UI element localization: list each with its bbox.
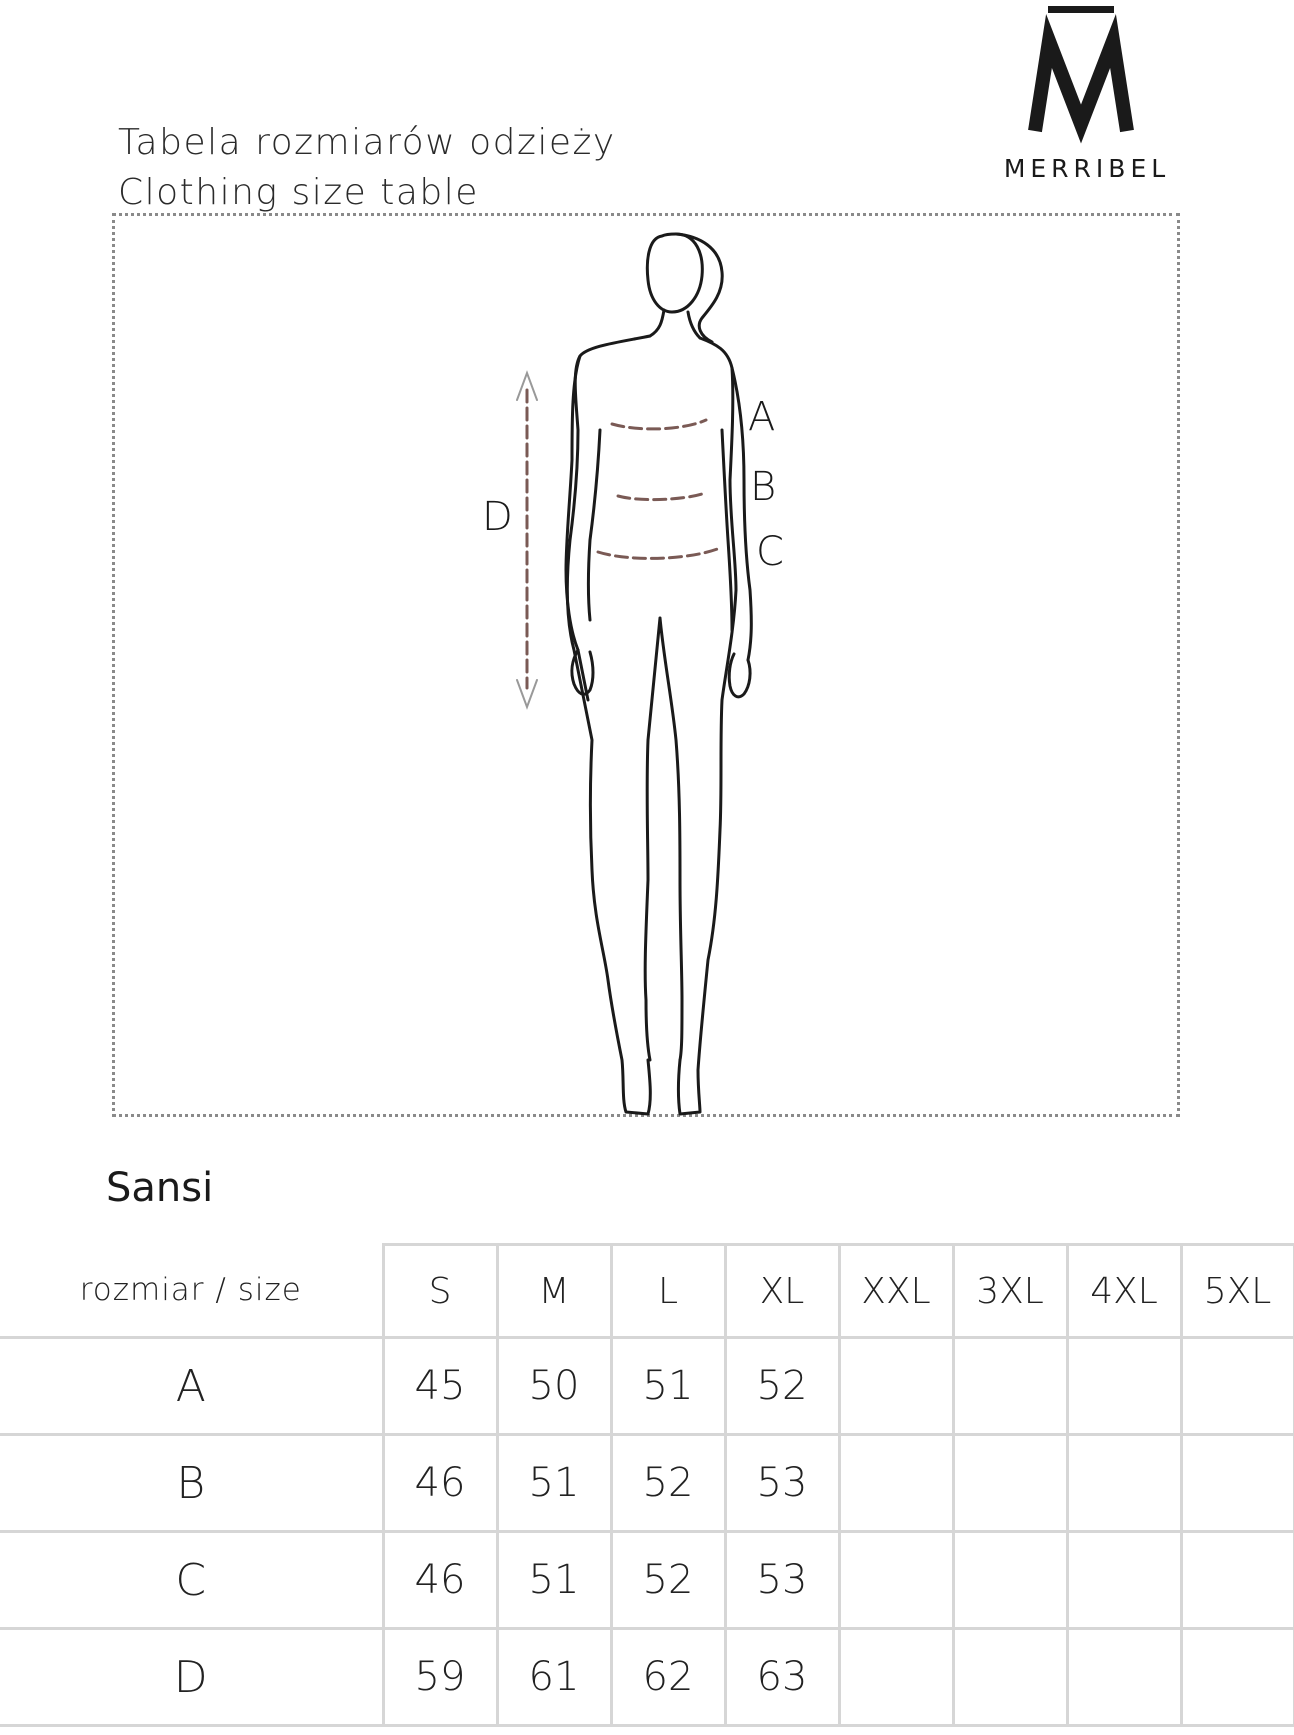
figure-neck <box>650 310 700 338</box>
size-header-row <box>0 1245 1294 1338</box>
size-corner-label: rozmiar / size <box>0 1245 383 1338</box>
size-header-cell: S <box>383 1245 497 1338</box>
value-cell: 45 <box>383 1338 497 1435</box>
value-cell <box>1067 1435 1181 1532</box>
measure-line-a <box>612 420 706 429</box>
value-cell: 51 <box>497 1435 611 1532</box>
value-cell: 52 <box>611 1435 725 1532</box>
row-label: D <box>0 1629 383 1726</box>
value-cell <box>1181 1532 1294 1629</box>
diagram-label-b: B <box>750 464 777 510</box>
figure-inner-legs <box>645 618 682 1060</box>
title-english: Clothing size table <box>118 172 479 213</box>
figure-right-side <box>679 338 737 1114</box>
product-name: Sansi <box>106 1165 214 1211</box>
size-header-cell: 3XL <box>953 1245 1067 1338</box>
value-cell <box>1181 1435 1294 1532</box>
row-label: C <box>0 1532 383 1629</box>
title-polish: Tabela rozmiarów odzieży <box>118 122 616 163</box>
diagram-label-c: C <box>756 529 784 575</box>
value-cell: 51 <box>611 1338 725 1435</box>
row-label: B <box>0 1435 383 1532</box>
logo-wordmark: MERRIBEL <box>1003 154 1171 183</box>
value-cell: 46 <box>383 1435 497 1532</box>
figure-left-side <box>567 336 650 1114</box>
size-header-cell: 5XL <box>1181 1245 1294 1338</box>
value-cell <box>953 1435 1067 1532</box>
value-cell <box>1181 1338 1294 1435</box>
value-cell: 53 <box>725 1435 839 1532</box>
table-row <box>0 1435 1294 1532</box>
value-cell <box>1181 1629 1294 1726</box>
size-table <box>0 1243 1294 1727</box>
measure-line-c <box>598 548 720 558</box>
value-cell <box>1067 1338 1181 1435</box>
value-cell: 63 <box>725 1629 839 1726</box>
table-row <box>0 1532 1294 1629</box>
measure-line-b <box>618 494 702 500</box>
value-cell: 51 <box>497 1532 611 1629</box>
value-cell: 62 <box>611 1629 725 1726</box>
value-cell <box>953 1629 1067 1726</box>
size-header-cell: 4XL <box>1067 1245 1181 1338</box>
size-header-cell: XL <box>725 1245 839 1338</box>
value-cell <box>839 1532 953 1629</box>
value-cell: 52 <box>611 1532 725 1629</box>
value-cell <box>953 1338 1067 1435</box>
value-cell: 52 <box>725 1338 839 1435</box>
value-cell <box>839 1435 953 1532</box>
value-cell: 59 <box>383 1629 497 1726</box>
value-cell: 50 <box>497 1338 611 1435</box>
figure-right-arm <box>722 368 751 660</box>
value-cell: 46 <box>383 1532 497 1629</box>
value-cell <box>1067 1532 1181 1629</box>
diagram-label-d: D <box>482 494 513 540</box>
row-label: A <box>0 1338 383 1435</box>
table-row <box>0 1629 1294 1726</box>
size-header-cell: XXL <box>839 1245 953 1338</box>
figure-right-hand <box>729 654 750 697</box>
value-cell <box>1067 1629 1181 1726</box>
value-cell: 53 <box>725 1532 839 1629</box>
value-cell <box>839 1338 953 1435</box>
size-header-cell: M <box>497 1245 611 1338</box>
value-cell <box>953 1532 1067 1629</box>
table-row <box>0 1338 1294 1435</box>
value-cell: 61 <box>497 1629 611 1726</box>
size-header-cell: L <box>611 1245 725 1338</box>
figure-head <box>647 234 702 312</box>
diagram-label-a: A <box>748 394 776 440</box>
value-cell <box>839 1629 953 1726</box>
